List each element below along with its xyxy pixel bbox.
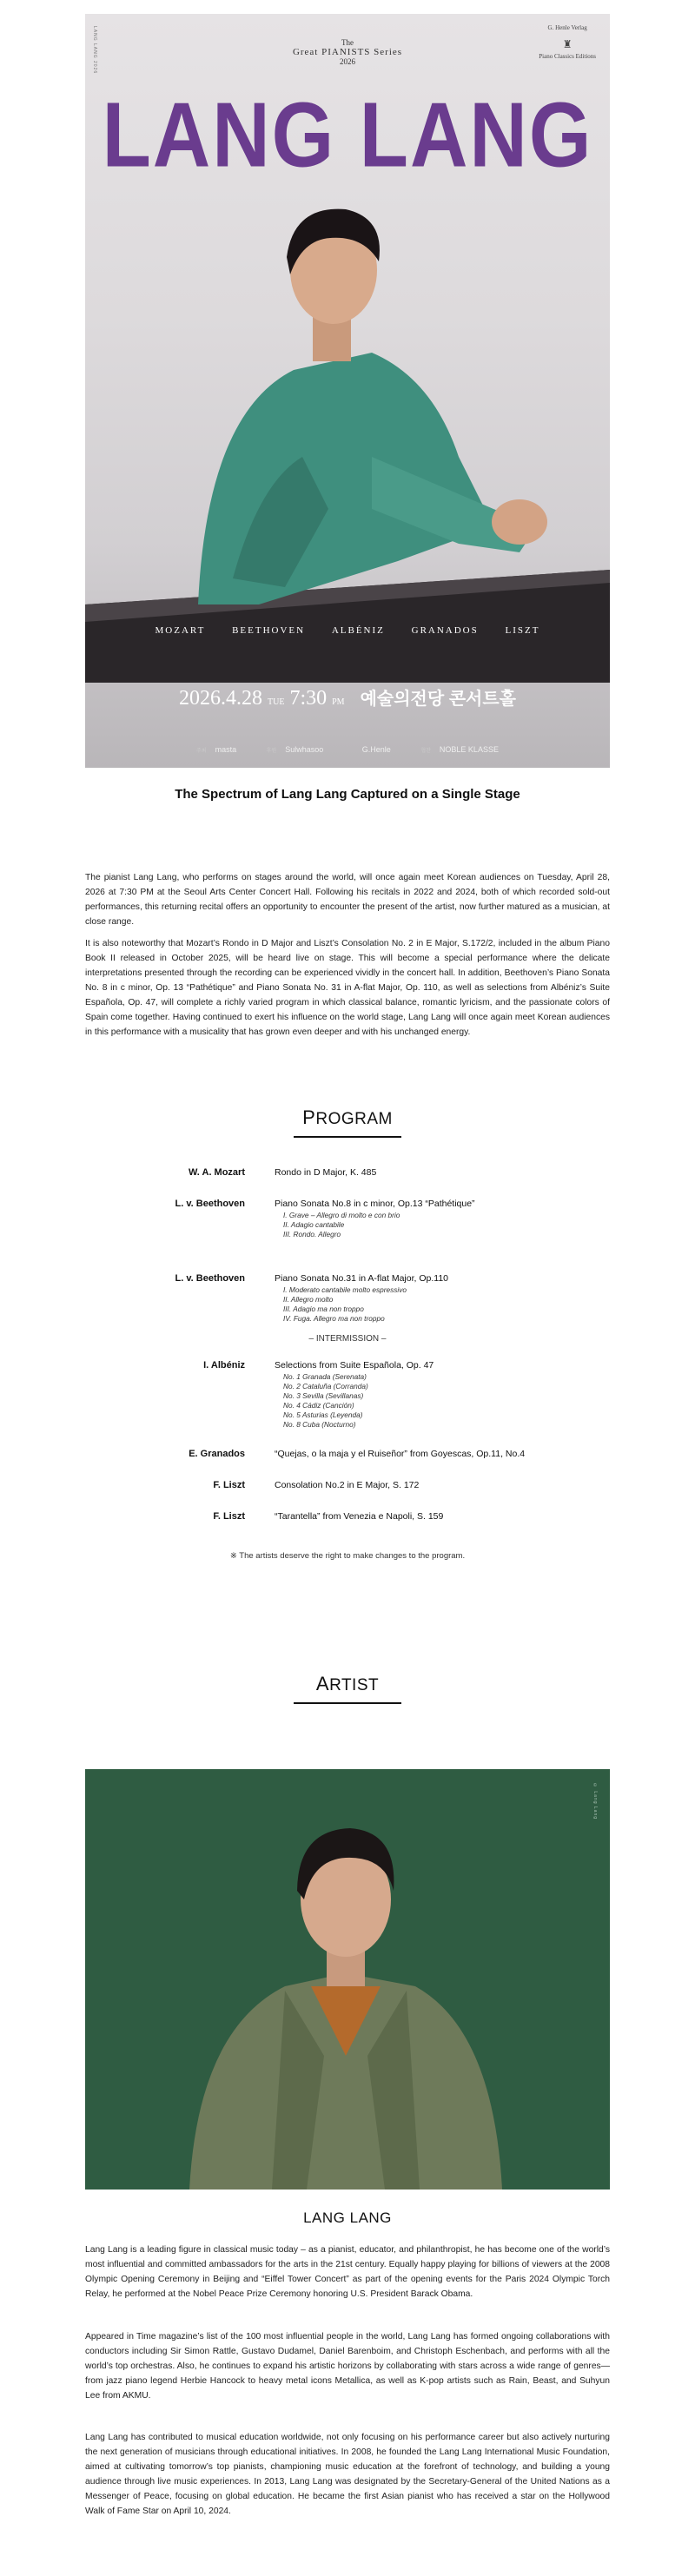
artist-bio-paragraph: Lang Lang is a leading figure in classical music today – as a pianist, educator, and philanthropist, he has become one of the world’s most influential and committed ambassadors for the arts in the 21st century. Equally happy playing for billions of viewers at the 2008 Olympic Opening Ceremony in Beijing and “Eiffel Tower Concert” as part of the opening events for the Paris 2024 Olympic Torch Relay, he performed at the Nobel Peace Prize Ceremony honoring U.S. President Barack Obama. bbox=[85, 2245, 610, 2299]
program-composer: L. v. Beethoven bbox=[175, 1199, 245, 1209]
program-work: Consolation No.2 in E Major, S. 172 bbox=[275, 1480, 420, 1490]
program-work: Piano Sonata No.8 in c minor, Op.13 “Pathétique” I. Grave – Allegro di molto e con brio II. Adagio cantabile III. Rondo. Allegro bbox=[275, 1199, 610, 1239]
composer-name: GRANADOS bbox=[411, 625, 479, 636]
program-work: Rondo in D Major, K. 485 bbox=[275, 1167, 377, 1178]
program-title: PROGRAM bbox=[302, 1106, 393, 1128]
program-composer: F. Liszt bbox=[213, 1511, 245, 1522]
movement: I. Grave – Allegro di molto e con brio bbox=[283, 1210, 400, 1219]
movement: II. Allegro molto bbox=[283, 1294, 334, 1304]
program-composer: L. v. Beethoven bbox=[175, 1273, 245, 1284]
concert-time: 7:30 bbox=[289, 687, 328, 710]
movement: No. 8 Cuba (Nocturno) bbox=[283, 1419, 356, 1429]
composer-list bbox=[85, 625, 610, 636]
composer-name: LISZT bbox=[505, 625, 540, 636]
composer-name: BEETHOVEN bbox=[232, 625, 306, 636]
artist-portrait bbox=[85, 1769, 610, 2190]
artist-photo bbox=[85, 1769, 610, 2190]
sponsor: 협찬 NOBLE KLASSE bbox=[420, 745, 499, 754]
series-the: The bbox=[341, 38, 354, 47]
intermission-label: – INTERMISSION – bbox=[308, 1334, 387, 1344]
artist-bio-paragraph: Appeared in Time magazine’s list of the 100 most influential people in the world, Lang Lang has formed ongoing collaborations with conductors including Sir Simon Rattle, Gustavo Dudamel, Daniel Barenboim, and Christoph Eschenbach, and performs with all the world’s top orchestras. Also, he continues to expand his artistic horizons by collaborating with stars across a wide range of genres—from jazz piano legend Herbie Hancock to heavy metal icons Metallica, as well as K-pop artists such as Rain, Beast, and Suhyun Lee from AKMU. bbox=[85, 2332, 610, 2401]
composer-name: ALBÉNIZ bbox=[331, 625, 385, 636]
movement: I. Moderato cantabile molto espressivo bbox=[283, 1285, 407, 1294]
movement: III. Rondo. Allegro bbox=[283, 1229, 341, 1238]
concert-day: TUE bbox=[267, 697, 285, 707]
artist-name: LANG LANG bbox=[303, 2209, 392, 2226]
publisher-sub: Piano Classics Editions bbox=[539, 53, 596, 60]
concert-dateline bbox=[85, 684, 610, 710]
program-work: Selections from Suite Española, Op. 47 No. 1 Granada (Serenata) No. 2 Cataluña (Corranda) No. 3 Sevilla (Sevillanas) No. 4 Cádiz (Canción) No. 5 Asturias (Leyenda) No. 8 Cuba (Nocturno) bbox=[275, 1360, 610, 1430]
intro-paragraph: The pianist Lang Lang, who performs on stages around the world, will once again meet Korean audiences on Tuesday, April 28, 2026 at 7:30 PM at the Seoul Arts Center Concert Hall. Following his recitals in 2022 and 2024, both of which recorded sold-out performances, this returning recital offers an opportunity to encounter the present of the artist, now further matured as a musician, at close range. bbox=[85, 873, 610, 927]
program-notice: ※ The artists deserve the right to make changes to the program. bbox=[229, 1551, 466, 1561]
program-work: “Quejas, o la maja y el Ruiseñor” from Goyescas, Op.11, No.4 bbox=[275, 1449, 526, 1459]
publisher-logo bbox=[539, 24, 596, 60]
photo-credit: © Lang Lang bbox=[592, 1783, 598, 1820]
concert-date: 2026.4.28 bbox=[178, 687, 262, 710]
movement: No. 3 Sevilla (Sevillanas) bbox=[283, 1390, 364, 1400]
pianist-portrait bbox=[85, 196, 610, 683]
series-year: 2026 bbox=[340, 57, 355, 66]
movement: No. 1 Granada (Serenata) bbox=[283, 1371, 367, 1381]
movement: IV. Fuga. Allegro ma non troppo bbox=[283, 1313, 385, 1323]
artist-title: ARTIST bbox=[315, 1673, 380, 1694]
poster-title: LANG LANG bbox=[102, 84, 593, 187]
sponsor: 후원 Sulwhasoo bbox=[266, 745, 324, 754]
sponsor: 주최 masta bbox=[196, 745, 237, 754]
movement: No. 2 Cataluña (Corranda) bbox=[283, 1381, 368, 1390]
movement: II. Adagio cantabile bbox=[283, 1219, 345, 1229]
concert-venue: 예술의전당 콘서트홀 bbox=[360, 690, 516, 709]
publisher-emblem-icon: ♜ bbox=[562, 38, 573, 50]
composer-name: MOZART bbox=[155, 625, 206, 636]
series-name: Great PIANISTS Series bbox=[292, 47, 403, 57]
artist-bio-paragraph: Lang Lang has contributed to musical education worldwide, not only focusing on his performance career but also actively nurturing the next generation of musicians through educational initiatives. In 2008, he founded the Lang Lang International Music Foundation, aimed at cultivating tomorrow’s top pianists, championing music education at the forefront of technology, and building a young audience through live music experiences. In 2013, Lang Lang was designated by the Secretary-General of the United Nations as a Messenger of Peace, focusing on global education. He became the first Asian pianist who has received a star on the Hollywood Walk of Fame Star on April 10, 2024. bbox=[85, 2433, 610, 2516]
intro-paragraph: It is also noteworthy that Mozart’s Rondo in D Major and Liszt’s Consolation No. 2 in E Major, S.172/2, included in the album Piano Book II released in October 2025, will be heard live on stage. This will become a special performance where the delicate interpretations presented through the recording can be experienced vividly in the concert hall. In addition, Beethoven’s Piano Sonata No. 8 in c minor, Op. 13 “Pathétique” and Piano Sonata No. 31 in A-flat Major, Op. 110, as well as selections from Albéniz’s Suite Española, Op. 47, will complete a richly varied program in which classical balance, romantic lyricism, and the passionate colors of Spain come together. Having continued to exert his influence on the world stage, Lang Lang will once again meet Korean audiences in this performance with a musicality that has grown even deeper and with his unchanged energy. bbox=[85, 939, 610, 1037]
sponsor: G.Henle bbox=[361, 745, 391, 754]
program-composer: E. Granados bbox=[189, 1449, 245, 1459]
artist-title-underline bbox=[294, 1702, 401, 1704]
publisher-name: G. Henle Verlag bbox=[547, 24, 587, 31]
concert-poster bbox=[85, 14, 610, 768]
movement: III. Adagio ma non troppo bbox=[283, 1304, 364, 1313]
sponsor-bar bbox=[85, 745, 610, 754]
series-logo bbox=[85, 38, 610, 67]
poster-vertical-credit: LANG LANG 2026 bbox=[92, 26, 97, 75]
program-work: “Tarantella” from Venezia e Napoli, S. 159 bbox=[275, 1511, 444, 1522]
program-composer: W. A. Mozart bbox=[189, 1167, 245, 1178]
program-composer: I. Albéniz bbox=[203, 1360, 245, 1371]
program-work: Piano Sonata No.31 in A-flat Major, Op.110 I. Moderato cantabile molto espressivo II. Allegro molto III. Adagio ma non troppo IV. Fuga. Allegro ma non troppo bbox=[275, 1273, 610, 1324]
program-composer: F. Liszt bbox=[213, 1480, 245, 1490]
page-headline: The Spectrum of Lang Lang Captured on a Single Stage bbox=[175, 787, 520, 802]
concert-ampm: PM bbox=[332, 697, 345, 707]
movement: No. 5 Asturias (Leyenda) bbox=[283, 1410, 363, 1419]
movement: No. 4 Cádiz (Canción) bbox=[283, 1400, 354, 1410]
program-title-underline bbox=[294, 1136, 401, 1138]
